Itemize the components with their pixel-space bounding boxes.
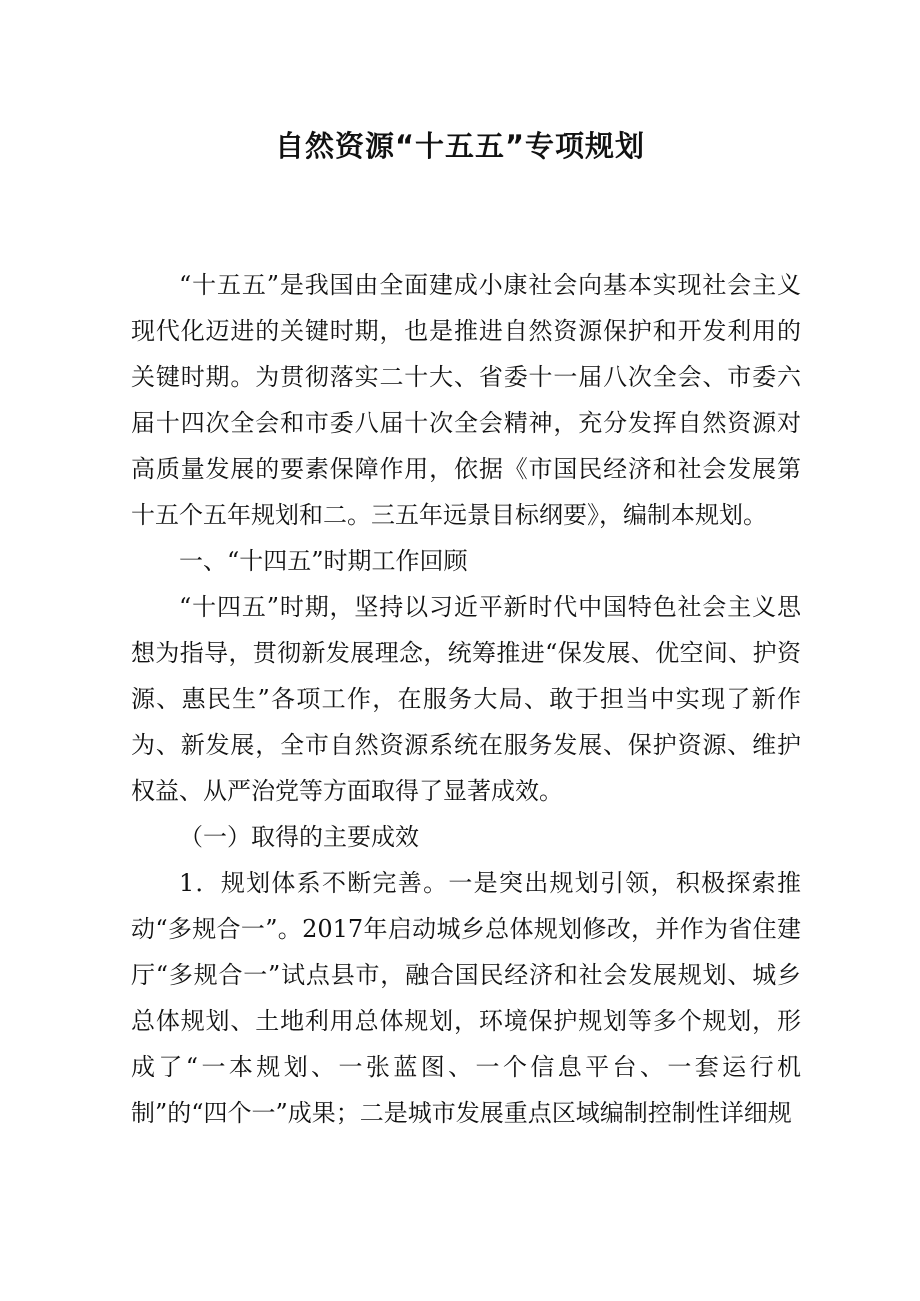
document-title: 自然资源“十五五”专项规划	[274, 129, 646, 163]
paragraph-review: “十四五”时期，坚持以习近平新时代中国特色社会主义思想为指导，贯彻新发展理念，统筹推进“保发展、优空间、护资源、惠民生”各项工作，在服务大局、敢于担当中实现了新作为、新发展，全市自然资源系统在服务发展、保护资源、维护权益、从严治党等方面取得了显著成效。	[131, 593, 801, 805]
document-body	[131, 262, 801, 1136]
paragraph-intro: “十五五”是我国由全面建成小康社会向基本实现社会主义现代化迈进的关键时期，也是推进自然资源保护和开发利用的关键时期。为贯彻落实二十大、省委十一届八次全会、市委六届十四次全会和市委八届十次全会精神，充分发挥自然资源对高质量发展的要素保障作用，依据《市国民经济和社会发展第十五个五年规划和二。三五年远景目标纲要》，编制本规划。	[131, 271, 801, 529]
paragraph-planning-system: 1．规划体系不断完善。一是突出规划引领，积极探索推动“多规合一”。2017年启动城乡总体规划修改，并作为省住建厅“多规合一”试点县市，融合国民经济和社会发展规划、城乡总体规划、土地利用总体规划，环境保护规划等多个规划，形成了“一本规划、一张蓝图、一个信息平台、一套运行机制”的“四个一”成果；二是城市发展重点区域编制控制性详细规	[131, 869, 801, 1127]
section-heading-review: 一、“十四五”时期工作回顾	[179, 547, 468, 575]
subsection-heading-achievements: （一）取得的主要成效	[179, 823, 419, 851]
